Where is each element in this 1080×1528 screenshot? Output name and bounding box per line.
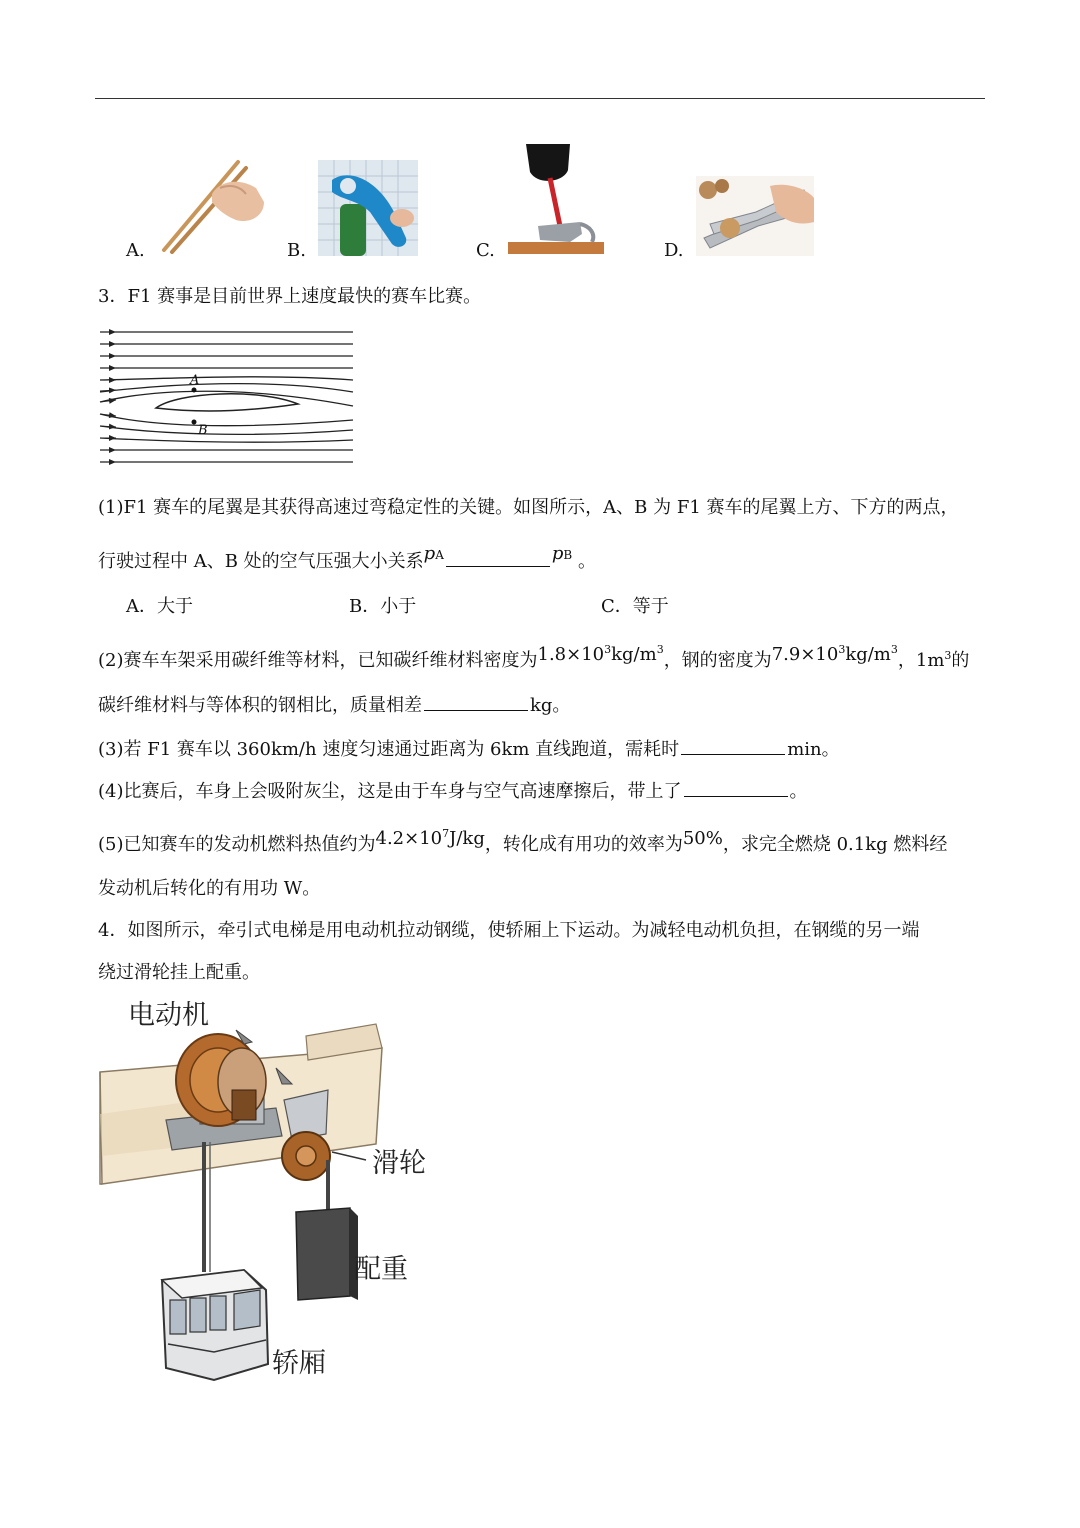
- bottle-opener-image: [318, 160, 418, 256]
- pa-subscript: A: [435, 548, 444, 562]
- q3-part4-text: (4)比赛后，车身上会吸附灰尘，这是由于车身与空气高速摩擦后，带上了: [98, 781, 682, 802]
- q3-part1-line2: [98, 543, 596, 576]
- q3-part5-text2: ，转化成有用功的效率为: [484, 834, 683, 855]
- q3-part5-text3: ，求完全燃烧 0.1kg 燃料经: [722, 834, 948, 855]
- q3-part5-line1: [98, 827, 948, 858]
- q3-part5-text1: (5)已知赛车的发动机燃料热值约为: [98, 834, 376, 855]
- q3-part2-line1: [98, 643, 970, 674]
- header-rule: [95, 98, 985, 99]
- q3-part2-line2-text: 碳纤维材料与等体积的钢相比，质量相差: [98, 695, 422, 716]
- nutcracker-image: [696, 176, 814, 256]
- unit-volume: $1m^3$: [915, 649, 952, 671]
- answer-blank-time[interactable]: [681, 736, 785, 755]
- q3-part3-text: (3)若 F1 赛车以 360km/h 速度匀速通过距离为 6km 直线跑道，需耗时: [98, 739, 680, 760]
- chopsticks-image: [160, 158, 266, 254]
- answer-blank-mass[interactable]: [424, 692, 528, 711]
- steel-density: $7.9\times 10^3kg/m^3$: [771, 643, 898, 665]
- choice-a[interactable]: A．大于: [126, 596, 193, 617]
- car-label: 轿厢: [272, 1348, 326, 1379]
- choice-c[interactable]: C．等于: [601, 596, 669, 617]
- option-a-label: A.: [126, 240, 145, 261]
- q3-part1-end: 。: [577, 551, 596, 572]
- point-a-label: A: [190, 373, 200, 388]
- counterweight-label: 配重: [354, 1254, 408, 1285]
- q3-part4: [98, 778, 808, 805]
- q3-part2-unit: kg。: [530, 695, 571, 716]
- point-b-label: B: [198, 423, 208, 438]
- q3-part2-text3: ，: [897, 650, 916, 671]
- q4-stem-line2: 绕过滑轮挂上配重。: [98, 962, 260, 983]
- elevator-diagram: [96, 994, 456, 1394]
- efficiency-value: 50%: [682, 828, 723, 849]
- q3-part2-line2: [98, 692, 570, 719]
- option-b-label: B.: [287, 240, 306, 261]
- q3-part5-line2: 发动机后转化的有用功 W。: [98, 878, 321, 899]
- answer-blank-pressure[interactable]: [446, 548, 550, 567]
- choice-b[interactable]: B．小于: [349, 596, 417, 617]
- pa-symbol: p: [423, 543, 436, 564]
- q3-part4-end: 。: [789, 781, 808, 802]
- pb-subscript: B: [563, 548, 573, 562]
- q3-part1-line1: (1)F1 赛车的尾翼是其获得高速过弯稳定性的关键。如图所示，A、B 为 F1 赛车的尾翼上方、下方的两点，: [98, 497, 959, 518]
- airflow-wing-diagram: [98, 322, 358, 472]
- q3-part3: [98, 736, 840, 763]
- pulley-label: 滑轮: [372, 1148, 426, 1179]
- motor-label: 电动机: [128, 1000, 209, 1031]
- q3-part1-text: 行驶过程中 A、B 处的空气压强大小关系: [98, 551, 424, 572]
- option-d-label: D.: [664, 240, 684, 261]
- q3-part2-text1: (2)赛车车架采用碳纤维等材料，已知碳纤维材料密度为: [98, 650, 538, 671]
- q3-part2-text4: 的: [951, 650, 970, 671]
- q3-part3-unit: min。: [787, 739, 840, 760]
- option-c-label: C.: [476, 240, 495, 261]
- q3-part2-text2: ，钢的密度为: [663, 650, 772, 671]
- q4-stem-line1: 4．如图所示，牵引式电梯是用电动机拉动钢缆，使轿厢上下运动。为减轻电动机负担，在钢缆的另一端: [98, 920, 920, 941]
- carbon-density: $1.8\times 10^3kg/m^3$: [537, 643, 664, 665]
- q3-stem: 3．F1 赛事是目前世界上速度最快的赛车比赛。: [98, 286, 482, 307]
- heat-value: $4.2\times 10^7J/kg$: [375, 827, 485, 849]
- answer-blank-charge[interactable]: [684, 778, 788, 797]
- hammer-image: [508, 142, 604, 256]
- pb-symbol: p: [551, 543, 564, 564]
